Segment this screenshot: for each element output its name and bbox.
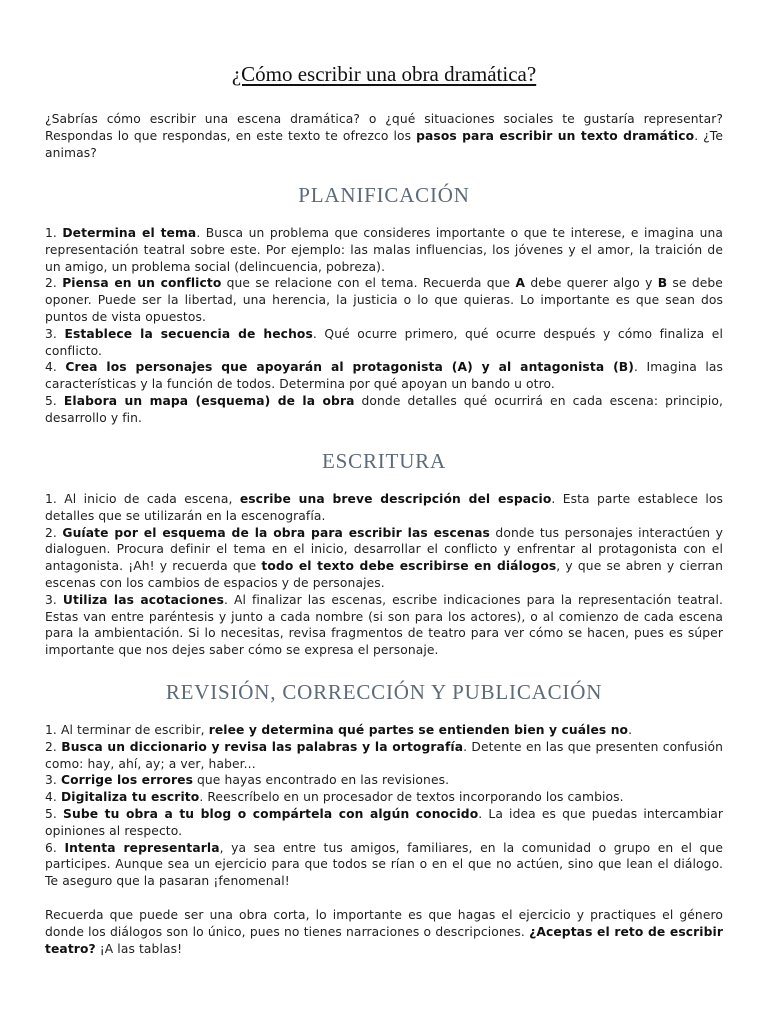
escritura-list <box>45 491 723 659</box>
closing-text: Recuerda que puede ser una obra corta, lo importante es que hagas el ejercicio y practiques el género donde los diálogos son lo único, pues no tienes narraciones o descripciones. <box>45 908 723 939</box>
intro-bold: pasos para escribir un texto dramático <box>416 128 695 143</box>
intro-text: ¿Sabrías cómo escribir una escena dramática? o ¿qué situaciones sociales te gustaría representar? Respondas lo que respondas, en este texto te ofrezco los <box>45 112 723 143</box>
item-text: . Busca un problema que consideres importante o que te interese, e imagina una representación teatral sobre este. Por ejemplo: las malas influencias, los jóvenes y el amor, la traición de un amigo, un problema social (delincuencia, pobreza). <box>45 226 723 274</box>
item-bold: Intenta representarla <box>64 840 220 855</box>
list-item <box>45 359 723 393</box>
item-number: 6. <box>45 840 65 855</box>
list-item <box>45 789 723 806</box>
item-text: se debe oponer. Puede ser la libertad, una herencia, la justicia o lo que quieras. Lo importante es que sean dos puntos de vista opuestos. <box>45 276 723 324</box>
item-bold: Digitaliza tu escrito <box>60 790 200 805</box>
item-text: . Qué ocurre primero, qué ocurre después y cómo finaliza el conflicto. <box>45 326 723 358</box>
item-bold: Corrige los errores <box>60 773 193 788</box>
closing-bold: ¿Aceptas el reto de escribir teatro? <box>45 924 724 956</box>
item-text: . Imagina las características y la función de todos. Determina por qué apoyan un bando u otro. <box>45 360 723 392</box>
item-number: 4. <box>45 360 66 375</box>
item-bold: A <box>515 276 526 291</box>
item-text: Al inicio de cada escena, <box>64 492 240 506</box>
item-bold: relee y determina qué partes se entienden bien y cuáles no <box>208 723 629 737</box>
section-heading-revision: REVISIÓN, CORRECCIÓN Y PUBLICACIÓN <box>165 680 603 704</box>
section-heading-escritura: ESCRITURA <box>322 449 446 473</box>
list-item <box>45 840 723 890</box>
item-text: . Esta parte establece los detalles que se utilizarán en la escenografía. <box>45 492 723 523</box>
item-number: 4. <box>45 790 61 805</box>
item-text: . Reescríbelo en un procesador de textos incorporando los cambios. <box>199 790 624 805</box>
item-text: . La idea es que puedas intercambiar opiniones al respecto. <box>45 806 723 838</box>
list-item <box>45 225 723 275</box>
item-text: que se relacione con el tema. Recuerda que <box>221 276 516 291</box>
item-number: 2. <box>45 276 63 291</box>
intro-text-end: . ¿Te animas? <box>45 128 723 160</box>
item-bold: B <box>657 276 668 291</box>
list-item <box>45 772 723 789</box>
document-title: ¿Cómo escribir una obra dramática? <box>231 62 537 86</box>
item-text: Al terminar de escribir, <box>60 723 209 737</box>
item-text: donde tus personajes interactúen y dialoguen. Procura definir el tema en el inicio, desarrollar el conflicto y enfrentar al protagonista con el antagonista. ¡Ah! y recuerda que <box>45 525 723 574</box>
item-number: 5. <box>45 393 64 408</box>
item-bold: Crea los personajes que apoyarán al protagonista (A) y al antagonista (B) <box>65 360 634 375</box>
item-number: 2. <box>45 525 63 540</box>
item-bold: Piensa en un conflicto <box>62 276 222 291</box>
item-bold: todo el texto debe escribirse en diálogos <box>261 559 557 574</box>
item-number: 5. <box>45 806 64 821</box>
item-bold: Elabora un mapa (esquema) de la obra <box>63 393 355 408</box>
item-text: . Al finalizar las escenas, escribe indicaciones para la representación teatral. Estas van entre paréntesis y junto a cada nombre (si son para los actores), o al comienzo de cada escena para la ambientación. Si lo necesitas, revisa fragmentos de teatro para ver cómo se hacen, pues es súper importante que nos dejes saber cómo se expresa el personaje. <box>45 592 723 658</box>
list-item <box>45 739 723 773</box>
list-item <box>45 393 723 427</box>
revision-list <box>45 722 723 890</box>
item-text: que hayas encontrado en las revisiones. <box>193 773 450 788</box>
item-number: 3. <box>45 326 65 341</box>
list-item <box>45 491 723 525</box>
item-number: 2. <box>45 739 62 754</box>
item-number: 1. <box>45 226 63 240</box>
item-bold: Establece la secuencia de hechos <box>64 326 313 341</box>
list-item <box>45 525 723 592</box>
closing-text-end: ¡A las tablas! <box>95 941 183 956</box>
item-bold: Busca un diccionario y revisa las palabras y la ortografía <box>61 739 464 754</box>
item-number: 1. <box>45 492 65 506</box>
item-text: donde detalles qué ocurrirá en cada escena: principio, desarrollo y fin. <box>45 393 723 425</box>
list-item <box>45 592 723 659</box>
list-item <box>45 722 723 739</box>
item-text: . <box>628 723 633 737</box>
section-heading-planificacion: PLANIFICACIÓN <box>298 183 470 207</box>
item-text: . Detente en las que presenten confusión como: hay, ahí, ay; a ver, haber... <box>45 739 723 771</box>
closing-paragraph <box>45 907 723 957</box>
item-bold: Guíate por el esquema de la obra para escribir las escenas <box>62 525 490 540</box>
planificacion-list <box>45 225 723 427</box>
list-item <box>45 326 723 360</box>
item-number: 3. <box>45 773 61 788</box>
item-text: , y que se abren y cierran escenas con los cambios de espacios y de personajes. <box>45 559 723 590</box>
item-bold: Utiliza las acotaciones <box>62 592 225 607</box>
item-text: , ya sea entre tus amigos, familiares, en la comunidad o grupo en el que participes. Aunque sea un ejercicio para que todos se rían o en el que no actúen, sino que lean el diálogo. Te aseguro que la pasaran ¡fenomenal! <box>45 840 724 889</box>
list-item <box>45 275 723 325</box>
list-item <box>45 806 723 840</box>
item-bold: Determina el tema <box>62 226 197 240</box>
item-text: debe querer algo y <box>525 276 658 291</box>
item-number: 1. <box>45 723 61 737</box>
item-bold: escribe una breve descripción del espacio <box>239 492 552 506</box>
intro-paragraph <box>45 111 723 161</box>
item-bold: Sube tu obra a tu blog o compártela con algún conocido <box>63 806 479 821</box>
item-number: 3. <box>45 592 63 607</box>
